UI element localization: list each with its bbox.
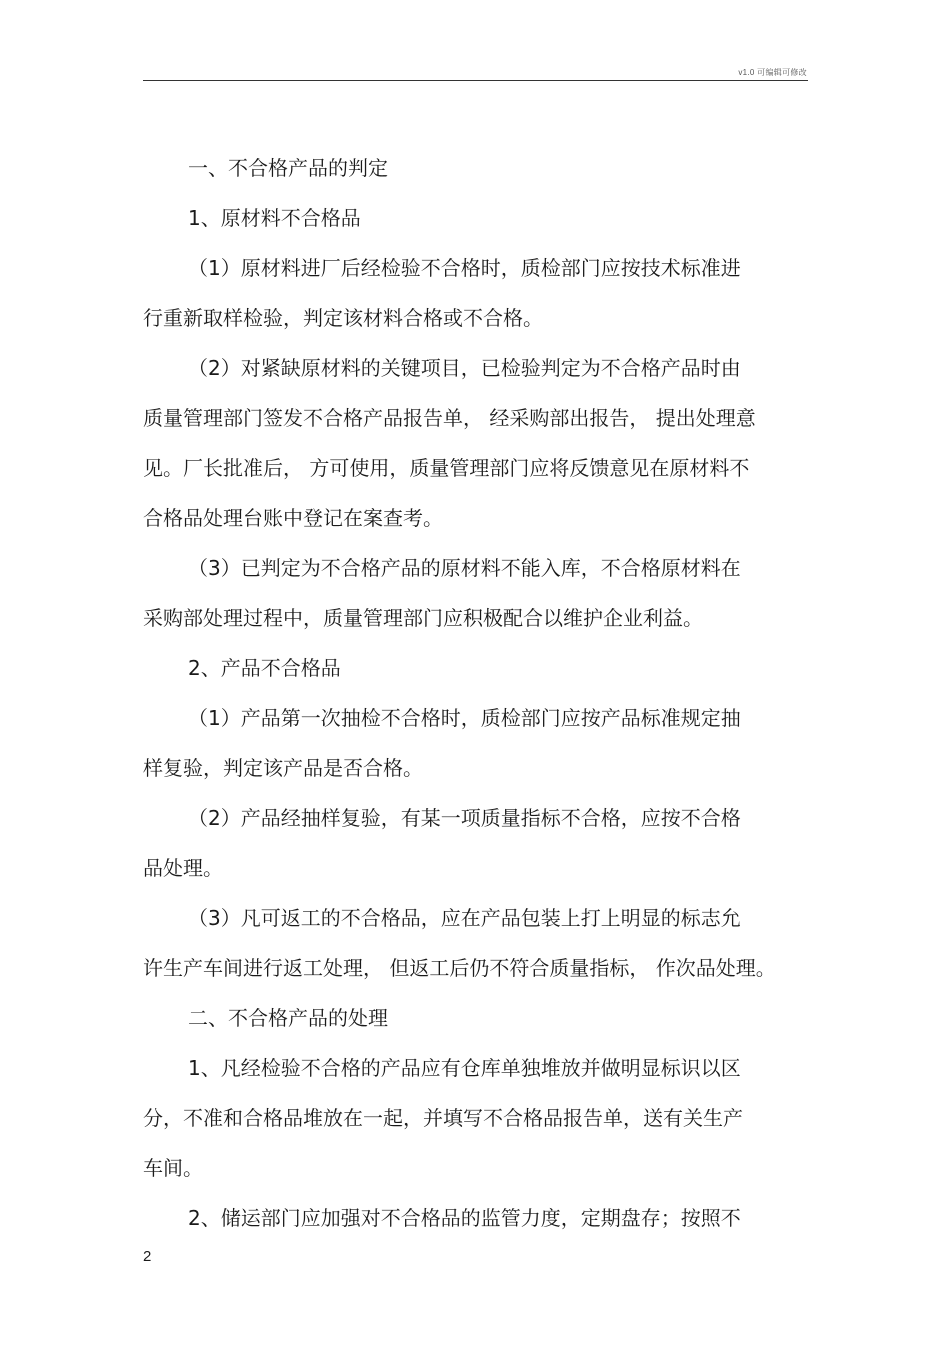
paragraph-line: 品处理。 [143,856,223,880]
subheading-products: 2、产品不合格品 [188,656,341,680]
paragraph-line: 许生产车间进行返工处理， 但返工后仍不符合质量指标， 作次品处理。 [143,956,776,980]
section-heading-1: 一、不合格产品的判定 [188,156,388,180]
paragraph-line: 车间。 [143,1156,203,1180]
paragraph-line: 样复验，判定该产品是否合格。 [143,756,423,780]
paragraph-line: 分，不准和合格品堆放在一起，并填写不合格品报告单，送有关生产 [143,1106,743,1130]
paragraph-line: （3）凡可返工的不合格品，应在产品包装上打上明显的标志允 [188,906,741,930]
paragraph-line: （1）产品第一次抽检不合格时，质检部门应按产品标准规定抽 [188,706,741,730]
paragraph-line: （2）产品经抽样复验，有某一项质量指标不合格，应按不合格 [188,806,741,830]
paragraph-line: （1）原材料进厂后经检验不合格时，质检部门应按技术标准进 [188,256,741,280]
header-rule [143,80,808,81]
version-note: v1.0 可编辑可修改 [738,68,807,77]
subheading-raw-materials: 1、原材料不合格品 [188,206,361,230]
paragraph-line: （2）对紧缺原材料的关键项目，已检验判定为不合格产品时由 [188,356,741,380]
paragraph-line: 行重新取样检验，判定该材料合格或不合格。 [143,306,543,330]
paragraph-line: 见。厂长批准后， 方可使用，质量管理部门应将反馈意见在原材料不 [143,456,750,480]
paragraph-line: 采购部处理过程中，质量管理部门应积极配合以维护企业利益。 [143,606,703,630]
page-number: 2 [143,1248,152,1265]
paragraph-line: （3）已判定为不合格产品的原材料不能入库，不合格原材料在 [188,556,741,580]
paragraph-line: 2、储运部门应加强对不合格品的监管力度，定期盘存；按照不 [188,1206,741,1230]
section-heading-2: 二、不合格产品的处理 [188,1006,388,1030]
paragraph-line: 1、凡经检验不合格的产品应有仓库单独堆放并做明显标识以区 [188,1056,741,1080]
paragraph-line: 质量管理部门签发不合格产品报告单， 经采购部出报告， 提出处理意 [143,406,756,430]
paragraph-line: 合格品处理台账中登记在案查考。 [143,506,443,530]
